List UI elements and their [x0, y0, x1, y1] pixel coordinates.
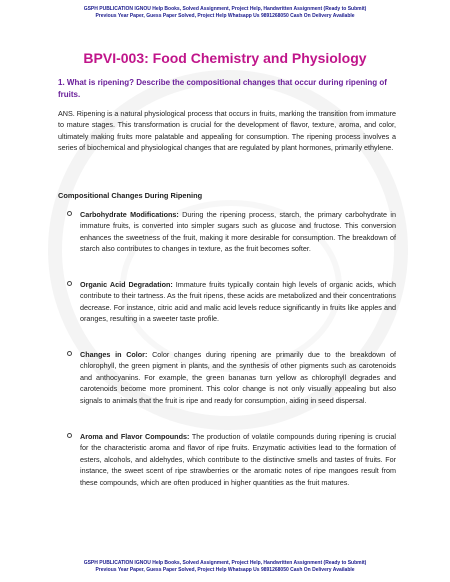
list-item-body: During the ripening process, starch, the primary carbohydrate in immature fruits, is converted into simpler sugars such as glucose and fructose. This conversion enhances the sweetness of the fruit, making it more desirable for consumption. The breakdown of starch also contributes to changes in texture, as the fruit becomes softer. — [80, 210, 396, 254]
list-item-text — [80, 279, 396, 325]
header-line-2: Previous Year Paper, Guess Paper Solved, Project Help Whatsapp Us 9891268050 Cash On Delivery Available — [95, 13, 355, 19]
section-heading: Compositional Changes During Ripening — [58, 191, 203, 200]
list-item-label: Changes in Color: — [80, 350, 148, 359]
header-line-1: GSPH PUBLICATION IGNOU Help Books, Solved Assignment, Project Help, Handwritten Assignment (Ready to Submit) — [83, 6, 367, 12]
page-title: BPVI-003: Food Chemistry and Physiology — [83, 50, 367, 66]
list-item-text — [80, 431, 396, 488]
list-item-carbohydrate — [58, 209, 398, 255]
list-item-label: Carbohydrate Modifications: — [80, 210, 179, 219]
bullet-circle-icon — [67, 433, 72, 438]
question-heading: 1. What is ripening? Describe the compositional changes that occur during ripening of fruits. — [58, 78, 387, 99]
footer-line-2: Previous Year Paper, Guess Paper Solved, Project Help Whatsapp Us 9891268050 Cash On Delivery Available — [95, 567, 355, 573]
page-header — [0, 6, 450, 20]
page-footer — [0, 560, 450, 574]
bullet-circle-icon — [67, 351, 72, 356]
answer-paragraph: ANS. Ripening is a natural physiological process that occurs in fruits, marking the transition from immature to mature stages. This transformation is crucial for the development of flavor, texture, aroma, and color, ultimately making fruits more palatable and appealing for consumption. The ripening process involves a series of biochemical and physiological changes that are regulated by plant hormones, primarily ethylene. — [58, 109, 396, 152]
list-item-body: Color changes during ripening are primarily due to the breakdown of chlorophyll, the green pigment in plants, and the synthesis of other pigments such as carotenoids and anthocyanins. For example, the green bananas turn yellow as chlorophyll degrades and carotenoids become more prominent. This color change is not only visually appealing but also signals to animals that the fruit is ripe and ready for consumption, aiding in seed dispersal. — [80, 350, 396, 405]
list-item-label: Aroma and Flavor Compounds: — [80, 432, 190, 441]
list-item-color — [58, 349, 398, 406]
list-item-organic-acid — [58, 279, 398, 325]
footer-line-1: GSPH PUBLICATION IGNOU Help Books, Solved Assignment, Project Help, Handwritten Assignment (Ready to Submit) — [83, 560, 367, 566]
list-item-text — [80, 209, 396, 255]
list-item-aroma — [58, 431, 398, 488]
bullet-circle-icon — [67, 211, 72, 216]
list-item-body: The production of volatile compounds during ripening is crucial for the characteristic aroma and flavor of ripe fruits. Enzymatic activities lead to the formation of esters, alcohols, and aldehydes, which contribute to the distinctive smells and tastes of fruits. For instance, the sweet scent of ripe strawberries or the aromatic notes of ripe mangoes result from these compounds, which are often produced in higher quantities as the fruit matures. — [80, 432, 396, 487]
list-item-text — [80, 349, 396, 406]
list-item-label: Organic Acid Degradation: — [80, 280, 173, 289]
bullet-circle-icon — [67, 281, 72, 286]
list-item-body: Immature fruits typically contain high levels of organic acids, which contribute to their tartness. As the fruit ripens, these acids are metabolized and their concentrations decrease. For instance, citric acid and malic acid levels reduce significantly in fruits like apples and oranges, resulting in a sweeter taste profile. — [80, 280, 397, 324]
